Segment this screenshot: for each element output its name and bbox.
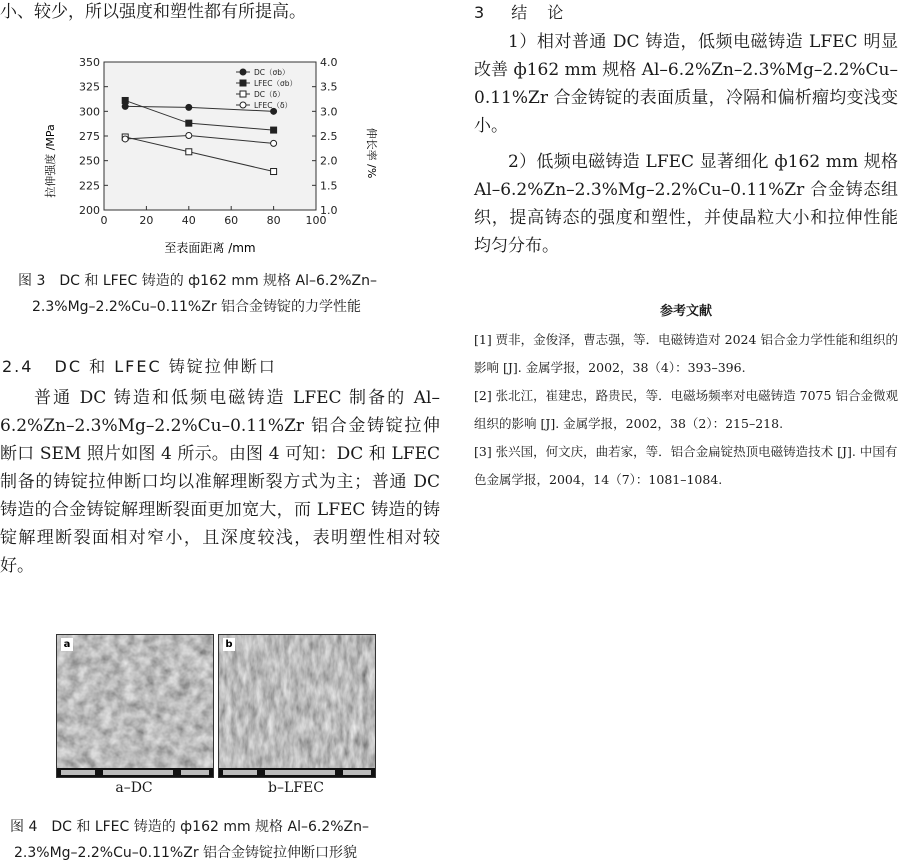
y-left-tick-label: 275 [79, 130, 100, 143]
reference-item: [3] 张兴国，何文庆，曲若家，等．铝合金扁锭热顶电磁铸造技术 [J]. 中国有色金属学报，2004，14（7）：1081–1084. [474, 444, 898, 487]
conclusion-2: 2）低频电磁铸造 LFEC 显著细化 ф162 mm 规格 Al–6.2%Zn–2.3%Mg–2.2%Cu–0.11%Zr 合金铸态组织，提高铸态的强度和塑性，并使晶粒大小和拉伸性能均匀分布。 [474, 152, 898, 256]
data-point [122, 136, 128, 142]
reference-item: [1] 贾非，金俊泽，曹志强，等．电磁铸造对 2024 铝合金力学性能和组织的影响 [J]. 金属学报，2002，38（4）：393–396. [474, 332, 898, 375]
x-axis-label: 至表面距离 /mm [164, 241, 256, 255]
y-axis-left-label: 拉伸强度 /MPa [44, 124, 57, 198]
figure-4-caption-line2: 2.3%Mg–2.2%Cu–0.11%Zr 铝合金铸锭拉伸断口形貌 [14, 845, 358, 861]
section-2-4-heading [2, 354, 442, 377]
data-point [271, 169, 277, 175]
photo-sublabel-a: a–DC [115, 780, 153, 796]
photo-label-b: b [223, 638, 235, 651]
data-point [186, 120, 192, 126]
x-tick-label: 0 [100, 214, 108, 227]
data-point [186, 149, 192, 155]
legend-marker [240, 91, 246, 97]
mechanical-properties-chart [40, 48, 380, 258]
y-left-tick-label: 325 [79, 80, 100, 94]
references-list [474, 326, 900, 494]
photo-sublabel-b: b–LFEC [268, 780, 324, 796]
figure-3-caption-line1: 图 3 DC 和 LFEC 铸造的 ф162 mm 规格 Al–6.2%Zn– [18, 273, 378, 289]
sem-photo-dc [56, 634, 214, 778]
y-right-tick-label: 3.0 [320, 105, 338, 119]
figure-4-caption [10, 814, 440, 866]
section-number: 3 [474, 3, 487, 22]
data-point [186, 133, 192, 139]
y-left-tick-label: 200 [79, 204, 100, 217]
y-left-tick-label: 225 [79, 179, 100, 193]
figure-3-caption [18, 268, 438, 320]
y-right-tick-label: 2.0 [320, 154, 338, 168]
section-title: DC 和 LFEC 铸锭拉伸断口 [54, 357, 277, 376]
y-right-tick-label: 2.5 [320, 130, 338, 143]
references-title: 参考文献 [659, 304, 712, 319]
data-point [271, 127, 277, 133]
y-right-tick-label: 1.0 [320, 204, 338, 217]
legend-marker [240, 69, 246, 75]
data-point [122, 97, 128, 103]
data-point [122, 103, 128, 109]
y-right-tick-label: 4.0 [320, 56, 338, 69]
section-title: 结 论 [511, 3, 566, 22]
sem-info-bar [219, 768, 375, 777]
data-point [271, 140, 277, 146]
sem-info-bar [57, 768, 213, 777]
legend-marker [240, 80, 246, 86]
photo-label-a: a [61, 638, 73, 651]
x-tick-label: 20 [139, 214, 154, 227]
y-right-tick-label: 1.5 [320, 179, 338, 193]
legend-entry: DC（σb） [254, 68, 290, 77]
continued-paragraph: 小、较少，所以强度和塑性都有所提高。 [0, 2, 306, 22]
x-tick-label: 60 [224, 214, 239, 227]
legend-marker [240, 102, 246, 108]
reference-item: [2] 张北江，崔建忠，路贵民，等．电磁场频率对电磁铸造 7075 铝合金微观组织的影响 [J]. 金属学报，2002，38（2）：215–218. [474, 388, 898, 431]
y-axis-right-label: 伸长率 /% [365, 127, 378, 179]
y-left-tick-label: 250 [79, 154, 100, 168]
legend-entry: LFEC（σb） [254, 79, 297, 88]
section-number: 2.4 [2, 357, 34, 376]
section-3-heading [474, 0, 894, 23]
x-tick-label: 100 [305, 214, 327, 227]
figure-3-caption-line2: 2.3%Mg–2.2%Cu–0.11%Zr 铝合金铸锭的力学性能 [32, 299, 362, 315]
legend-entry: LFEC（δ） [254, 101, 293, 110]
y-right-tick-label: 3.5 [320, 80, 338, 94]
data-point [186, 104, 192, 110]
sem-photo-lfec [218, 634, 376, 778]
section-2-4-paragraph: 普通 DC 铸造和低频电磁铸造 LFEC 制备的 Al–6.2%Zn–2.3%Mg–2.2%Cu–0.11%Zr 铝合金铸锭拉伸断口 SEM 照片如图 4 所示。由图 4 可知：DC 和 LFEC 制备的铸锭拉伸断口均以准解理断裂方式为主；普通 DC 铸造的合金铸锭解理断裂面更加宽大，而 LFEC 铸造的铸锭解理断裂面相对窄小，且深度较浅，表明塑性相对较好。 [0, 388, 440, 576]
figure-4-caption-line1: 图 4 DC 和 LFEC 铸造的 ф162 mm 规格 Al–6.2%Zn– [10, 819, 370, 835]
y-left-tick-label: 350 [79, 56, 100, 69]
legend-entry: DC（δ） [254, 90, 285, 99]
sem-texture-dc [57, 635, 213, 777]
x-tick-label: 80 [266, 214, 281, 227]
y-left-tick-label: 300 [79, 105, 100, 119]
conclusion-1: 1）相对普通 DC 铸造，低频电磁铸造 LFEC 明显改善 ф162 mm 规格 Al–6.2%Zn–2.3%Mg–2.2%Cu–0.11%Zr 合金铸锭的表面质量，冷隔和偏析瘤均变浅变小。 [474, 32, 898, 136]
x-tick-label: 40 [181, 214, 196, 227]
sem-texture-lfec [219, 635, 375, 777]
